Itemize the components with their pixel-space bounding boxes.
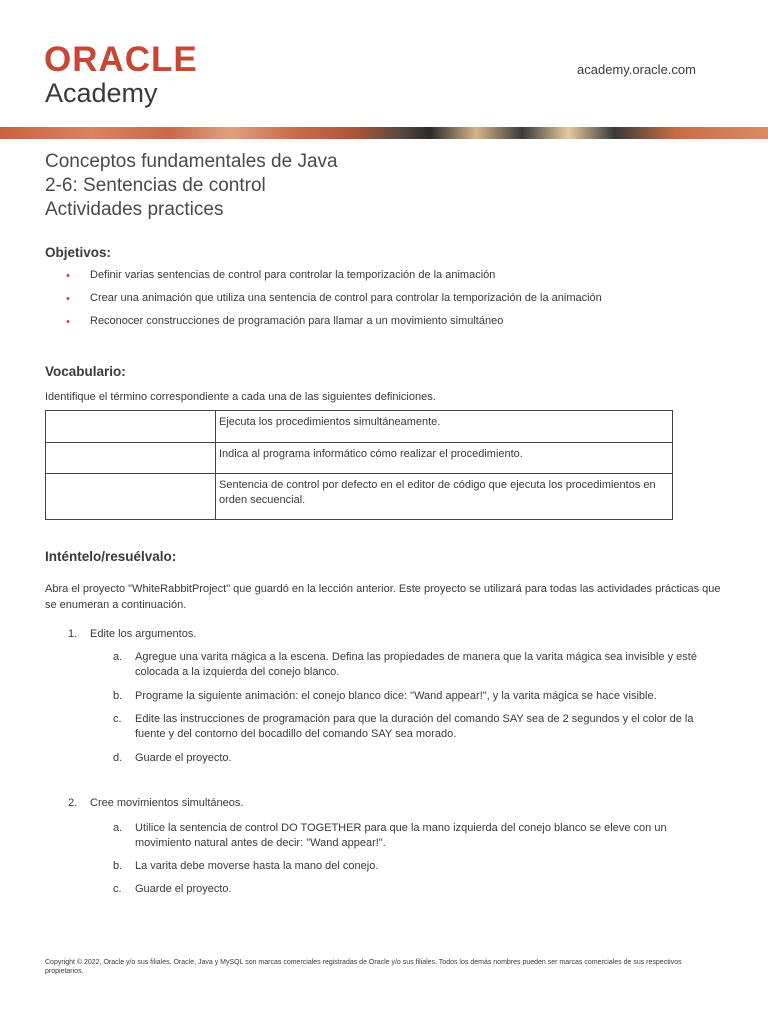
sub-text: Guarde el proyecto. [135, 752, 232, 764]
sub-letter: c. [113, 883, 122, 895]
decorative-banner [0, 127, 768, 139]
list-item: • Crear una animación que utiliza una sentencia de control para controlar la temporización de la animación [66, 292, 602, 305]
academy-label: Academy [45, 78, 158, 108]
lesson-title: 2-6: Sentencias de control [45, 175, 266, 196]
sub-text: La varita debe moverse hasta la mano del conejo. [135, 860, 379, 872]
sub-letter: a. [113, 822, 123, 834]
objectives-heading: Objetivos: [45, 245, 112, 260]
table-row [46, 474, 673, 520]
bullet-icon: • [66, 316, 70, 328]
sub-letter: a. [113, 651, 123, 663]
step-number: 1. [68, 628, 78, 640]
sub-text: Utilice la sentencia de control DO TOGETHER para que la mano izquierda del conejo blanco se eleve con un movimiento natural antes de decir: "Wand appear!". [135, 822, 667, 849]
definition-cell: Ejecuta los procedimientos simultáneamente. [216, 411, 673, 443]
sub-text: Guarde el proyecto. [135, 883, 232, 895]
definition-cell: Sentencia de control por defecto en el editor de código que ejecuta los procedimientos en orden secuencial. [216, 474, 673, 520]
term-cell[interactable] [46, 474, 216, 520]
sub-text: Agregue una varita mágica a la escena. Defina las propiedades de manera que la varita mágica sea invisible y esté colocada a la izquierda del conejo blanco. [135, 651, 697, 678]
term-cell[interactable] [46, 443, 216, 474]
step-text: Edite los argumentos. [90, 628, 197, 640]
objectives-list [66, 269, 602, 338]
tryit-intro: Abra el proyecto "WhiteRabbitProject" que guardó en la lección anterior. Este proyecto se utilizará para todas las actividades prácticas que se enumeran a continuación. [45, 583, 721, 611]
bullet-icon: • [66, 293, 70, 305]
sub-letter: b. [113, 860, 123, 872]
sub-letter: c. [113, 713, 122, 725]
definition-cell: Indica al programa informático cómo realizar el procedimiento. [216, 443, 673, 474]
vocabulary-intro: Identifique el término correspondiente a cada una de las siguientes definiciones. [45, 391, 436, 403]
activity-title: Actividades practices [45, 199, 224, 220]
sub-letter: d. [113, 752, 123, 764]
oracle-logo: ORACLE [44, 40, 198, 79]
step-text: Cree movimientos simultáneos. [90, 797, 244, 809]
table-row [46, 411, 673, 443]
list-item: • Definir varias sentencias de control para controlar la temporización de la animación [66, 269, 496, 282]
sub-text: Edite las instrucciones de programación para que la duración del comando SAY sea de 2 segundos y el color de la fuente y del contorno del bocadillo del comando SAY sea morado. [135, 713, 694, 740]
tryit-heading: Inténtelo/resuélvalo: [45, 549, 177, 564]
course-title: Conceptos fundamentales de Java [45, 151, 338, 172]
vocabulary-table [45, 410, 673, 520]
site-url: academy.oracle.com [577, 62, 696, 77]
vocabulary-heading: Vocabulario: [45, 364, 126, 379]
sub-letter: b. [113, 690, 123, 702]
step-number: 2. [68, 797, 78, 809]
term-cell[interactable] [46, 411, 216, 443]
bullet-icon: • [66, 270, 70, 282]
table-row [46, 443, 673, 474]
sub-text: Programe la siguiente animación: el conejo blanco dice: "Wand appear!", y la varita mágica se hace visible. [135, 690, 657, 702]
list-item: • Reconocer construcciones de programación para llamar a un movimiento simultáneo [66, 315, 504, 328]
copyright-footer: Copyright © 2022, Oracle y/o sus filiales. Oracle, Java y MySQL son marcas comerciales registradas de Oracle y/o sus filiales. Todos los demás nombres pueden ser marcas comerciales de sus respectivos propietarios. [45, 959, 682, 975]
